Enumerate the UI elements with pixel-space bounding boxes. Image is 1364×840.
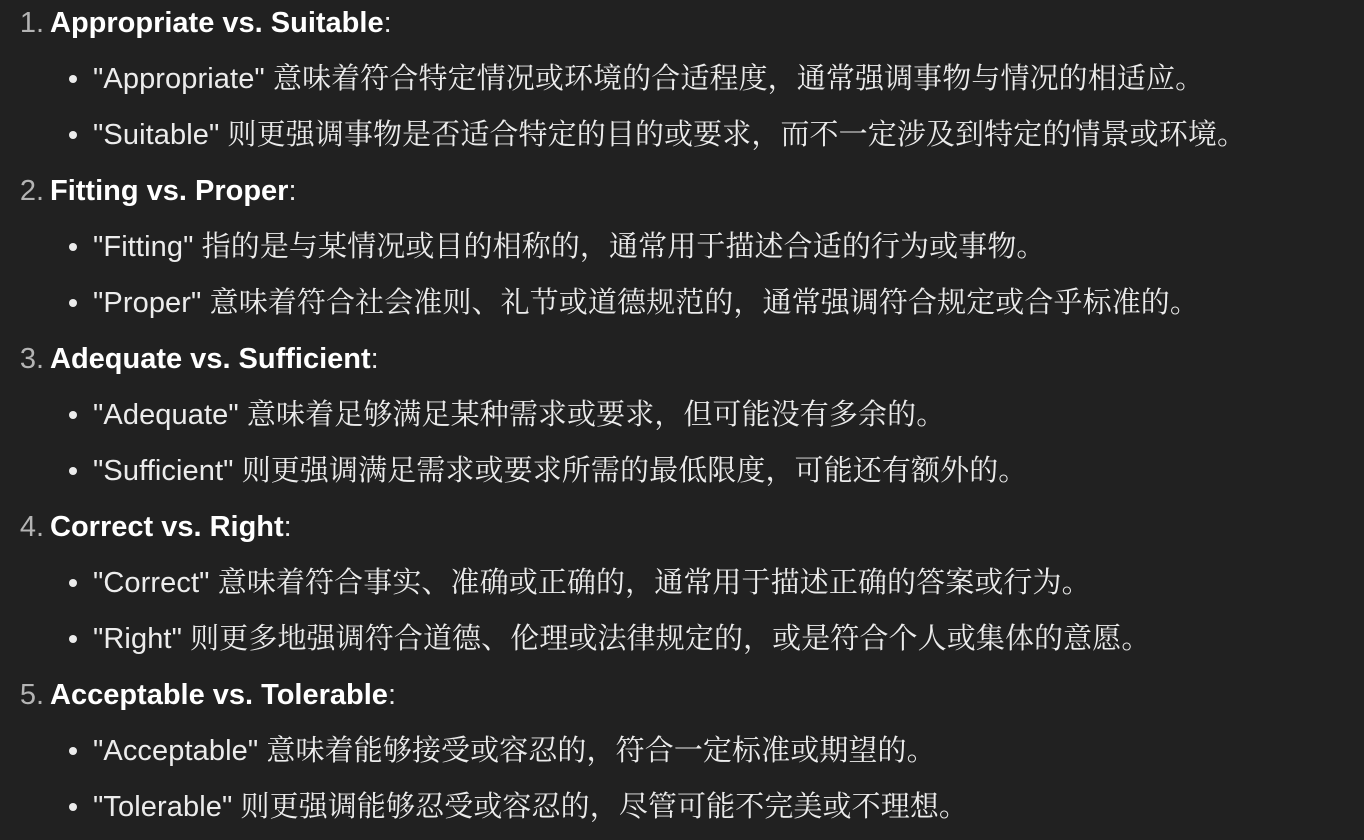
bullet-dot-icon: [69, 579, 77, 587]
sub-list: [50, 219, 1364, 331]
item-heading: [19, 163, 1364, 219]
item-colon: :: [370, 343, 379, 375]
item-number: 5.: [19, 679, 44, 711]
sub-list-item: [50, 723, 1364, 779]
item-term: Appropriate vs. Suitable: [50, 7, 384, 39]
list-item: [0, 0, 1364, 163]
sub-list-text: "Correct" 意味着符合事实、准确或正确的，通常用于描述正确的答案或行为。: [93, 567, 1091, 599]
bullet-dot-icon: [69, 747, 77, 755]
sub-list: [50, 387, 1364, 499]
sub-list-item: [50, 779, 1364, 835]
item-heading: [19, 331, 1364, 387]
item-heading: [19, 0, 1364, 51]
bullet-dot-icon: [69, 467, 77, 475]
item-colon: :: [283, 511, 292, 543]
sub-list-text: "Proper" 意味着符合社会准则、礼节或道德规范的，通常强调符合规定或合乎标准的。: [93, 287, 1199, 319]
item-colon: :: [288, 175, 297, 207]
item-heading: [19, 499, 1364, 555]
item-number: 1.: [19, 7, 44, 39]
list-item: [0, 667, 1364, 835]
sub-list-item: [50, 443, 1364, 499]
sub-list-text: "Adequate" 意味着足够满足某种需求或要求，但可能没有多余的。: [93, 399, 946, 431]
sub-list-item: [50, 107, 1364, 163]
sub-list-text: "Right" 则更多地强调符合道德、伦理或法律规定的，或是符合个人或集体的意愿。: [93, 623, 1151, 655]
bullet-dot-icon: [69, 411, 77, 419]
bullet-dot-icon: [69, 131, 77, 139]
sub-list-text: "Suitable" 则更强调事物是否适合特定的目的或要求，而不一定涉及到特定的情景或环境。: [93, 119, 1247, 151]
bullet-dot-icon: [69, 299, 77, 307]
sub-list-item: [50, 387, 1364, 443]
item-term: Acceptable vs. Tolerable: [50, 679, 388, 711]
sub-list-text: "Tolerable" 则更强调能够忍受或容忍的，尽管可能不完美或不理想。: [93, 791, 969, 823]
list-item: [0, 163, 1364, 331]
item-colon: :: [387, 679, 396, 711]
item-term: Correct vs. Right: [50, 511, 284, 543]
item-number: 4.: [19, 511, 44, 543]
sub-list-text: "Sufficient" 则更强调满足需求或要求所需的最低限度，可能还有额外的。: [93, 455, 1028, 487]
item-term: Fitting vs. Proper: [50, 175, 289, 207]
item-number: 2.: [19, 175, 44, 207]
sub-list-text: "Fitting" 指的是与某情况或目的相称的，通常用于描述合适的行为或事物。: [93, 231, 1046, 263]
bullet-dot-icon: [69, 803, 77, 811]
item-term: Adequate vs. Sufficient: [50, 343, 371, 375]
sub-list-item: [50, 51, 1364, 107]
item-colon: :: [383, 7, 392, 39]
bullet-dot-icon: [69, 243, 77, 251]
sub-list-text: "Acceptable" 意味着能够接受或容忍的，符合一定标准或期望的。: [93, 735, 936, 767]
sub-list: [50, 555, 1364, 667]
bullet-dot-icon: [69, 635, 77, 643]
sub-list-item: [50, 275, 1364, 331]
item-heading: [19, 667, 1364, 723]
sub-list-item: [50, 555, 1364, 611]
sub-list: [50, 51, 1364, 163]
sub-list-item: [50, 219, 1364, 275]
item-number: 3.: [19, 343, 44, 375]
sub-list-item: [50, 611, 1364, 667]
sub-list-text: "Appropriate" 意味着符合特定情况或环境的合适程度，通常强调事物与情况的相适应。: [93, 63, 1205, 95]
list-item: [0, 499, 1364, 667]
sub-list: [50, 723, 1364, 835]
bullet-dot-icon: [69, 75, 77, 83]
list-item: [0, 331, 1364, 499]
